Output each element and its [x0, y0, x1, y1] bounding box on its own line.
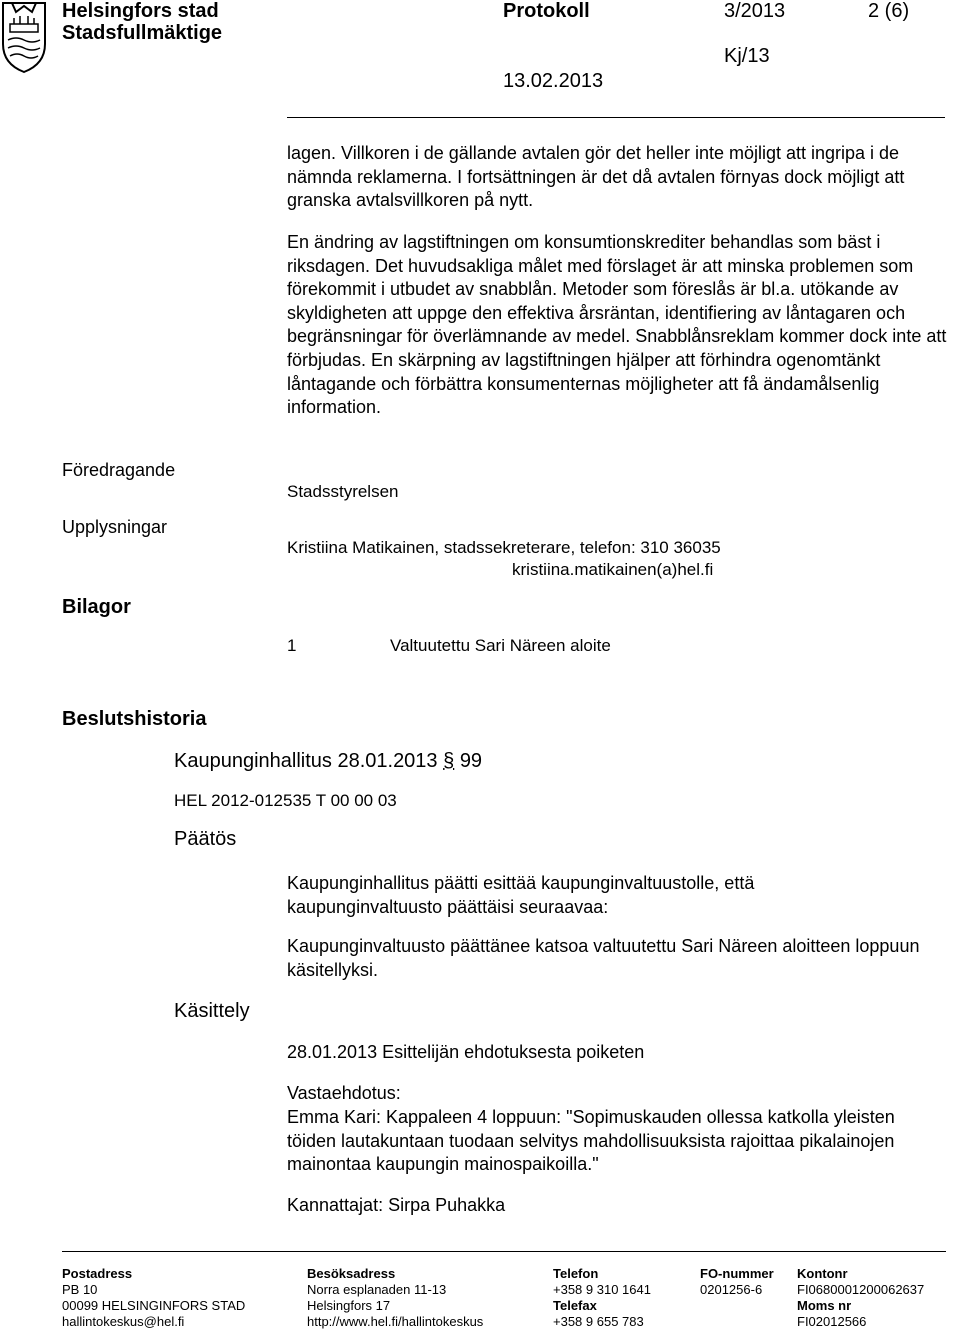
header-doc-type: Protokoll — [503, 0, 590, 22]
handling-label: Käsittely — [174, 1000, 250, 1022]
history-heading: Beslutshistoria — [62, 708, 207, 730]
footer-phone-number: +358 9 310 1641 — [553, 1282, 651, 1297]
attachment-title[interactable]: Valtuutettu Sari Näreen aloite — [390, 636, 611, 655]
info-email[interactable]: kristiina.matikainen(a)hel.fi — [512, 560, 714, 579]
supporters: Kannattajat: Sirpa Puhakka — [287, 1195, 506, 1215]
decision-text-1: Kaupunginhallitus päätti esittää kaupunginvaltuustolle, että kaupunginvaltuusto päättäisi seuraavaa: — [287, 873, 755, 917]
footer-phone-heading: Telefon — [553, 1266, 599, 1281]
header-rule — [287, 117, 945, 118]
header-date: 13.02.2013 — [503, 70, 604, 92]
footer-visit-url[interactable]: http://www.hel.fi/hallintokeskus — [307, 1314, 484, 1329]
header-city: Helsingfors stad — [62, 0, 219, 22]
info-contact: Kristiina Matikainen, stadssekreterare, telefon: 310 36035 — [287, 538, 721, 557]
body-paragraph-2: En ändring av lagstiftningen om konsumtionskrediter behandlas som bäst i riksdagen. Det huvudsakliga målet med förslaget är att minska problemen som förekommit i utbudet av snabblån. Metoder som föreslås är bl.a. utökande av skyldigheten att uppge den effektiva årsräntan, identifiering av låntagaren och begränsningar för överlämnande av medel. Snabblånsreklam kommer dock inte att förbjudas. En skärpning av lagstiftningen hjälper att förhindra ogenomtänkt låntagande och förbättra konsumenternas möjligheter att få ändamålsenlig information. — [287, 232, 947, 418]
body-paragraph-1: lagen. Villkoren i de gällande avtalen gör det heller inte möjligt att ingripa i de nämnda reklamerna. I fortsättningen är det då avtalen förnyas dock möjligt att granska avtalsvillkoren på nytt. — [287, 143, 905, 211]
decision-label: Päätös — [174, 828, 237, 850]
footer-visit-heading: Besöksadress — [307, 1266, 396, 1281]
footer-postal-city: 00099 HELSINGINFORS STAD — [62, 1298, 246, 1313]
footer-vat-number: FI02012566 — [797, 1314, 867, 1329]
footer-visit-street: Norra esplanaden 11-13 — [307, 1282, 447, 1297]
footer-visit — [307, 1266, 483, 1330]
footer-account-heading: Kontonr — [797, 1266, 848, 1281]
history-meeting — [174, 750, 482, 773]
footer-vat-heading: Moms nr — [797, 1298, 852, 1313]
header-page: 2 (6) — [868, 0, 910, 22]
footer-postal-box: PB 10 — [62, 1282, 98, 1297]
footer-postal-heading: Postadress — [62, 1266, 133, 1281]
footer-fax-heading: Telefax — [553, 1298, 597, 1313]
footer-rule — [62, 1251, 946, 1252]
history-meeting-label: Kaupunginhallitus 28.01.2013 — [174, 750, 438, 772]
counter-proposal-label: Vastaehdotus: — [287, 1083, 401, 1103]
footer-account — [797, 1266, 924, 1330]
presenter-label: Föredragande — [62, 460, 176, 480]
case-id: HEL 2012-012535 T 00 00 03 — [174, 791, 397, 810]
footer-fax-number: +358 9 655 783 — [553, 1314, 644, 1329]
decision-text-2: Kaupunginvaltuusto päättänee katsoa valtuutettu Sari Näreen aloitteen loppuun käsitellyksi. — [287, 936, 920, 980]
city-crest-icon — [0, 0, 48, 74]
attachments-label: Bilagor — [62, 596, 131, 618]
footer-fo-heading: FO-nummer — [700, 1266, 774, 1281]
footer-visit-city: Helsingfors 17 — [307, 1298, 391, 1313]
counter-proposal-text: Emma Kari: Kappaleen 4 loppuun: "Sopimuskauden ollessa katkolla yleisten töiden lautakuntaan tuodaan selvitys mahdollisuuksista rajoittaa pikalainojen mainontaa kaupungin mainospaikoilla." — [287, 1107, 895, 1175]
attachment-number: 1 — [287, 636, 297, 655]
header-council: Stadsfullmäktige — [62, 22, 223, 44]
footer-account-number: FI0680001200062637 — [797, 1282, 925, 1297]
footer-fo — [700, 1266, 774, 1298]
footer-fo-number: 0201256-6 — [700, 1282, 763, 1297]
footer-postal — [62, 1266, 245, 1330]
header-number: 3/2013 — [724, 0, 786, 22]
section-number: 99 — [459, 750, 483, 772]
presenter-value: Stadsstyrelsen — [287, 482, 399, 501]
footer-phone — [553, 1266, 651, 1330]
header-ref: Kj/13 — [724, 45, 770, 67]
info-label: Upplysningar — [62, 517, 168, 537]
section-sign: § — [443, 750, 455, 772]
handling-date: 28.01.2013 Esittelijän ehdotuksesta poiketen — [287, 1042, 645, 1062]
footer-postal-email[interactable]: hallintokeskus@hel.fi — [62, 1314, 185, 1329]
